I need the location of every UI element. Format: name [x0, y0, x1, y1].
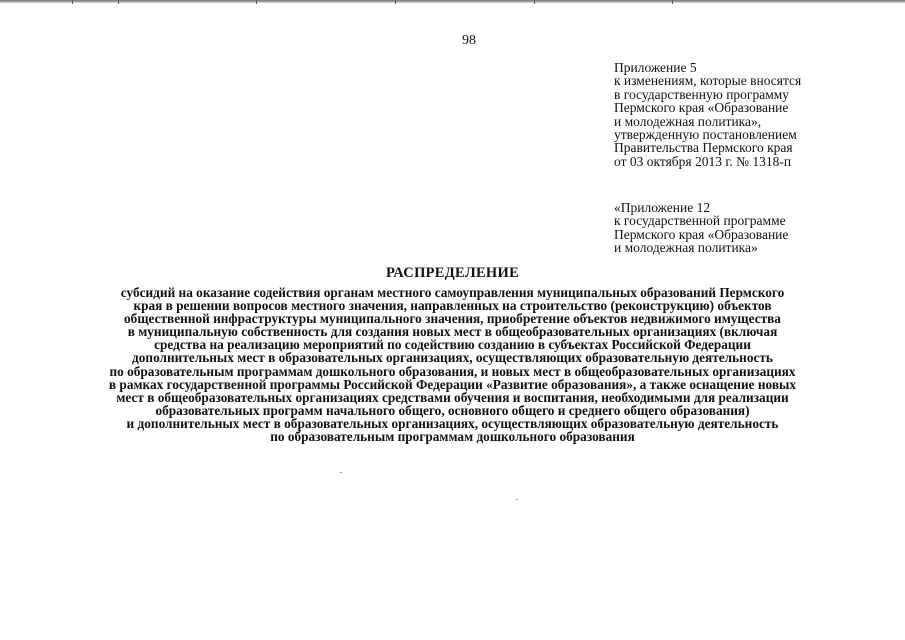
- subtitle-line: средства на реализацию мероприятий по содействию созданию в субъектах Российской Федерации: [154, 337, 751, 353]
- annex-line: «Приложение 12: [614, 200, 711, 215]
- annex-line: к изменениям, которые вносятся: [614, 73, 802, 89]
- annex-line: от 03 октября 2013 г. № 1318-п: [614, 153, 792, 169]
- annex-line: в государственную программу: [614, 86, 790, 102]
- subtitle-line: по образовательным программам дошкольного образования: [270, 429, 635, 445]
- document-title: РАСПРЕДЕЛЕНИЕ: [385, 265, 520, 281]
- annex-line: Пермского края «Образование: [614, 226, 789, 242]
- annex-line: Приложение 5: [614, 60, 697, 75]
- subtitle-line: дополнительных мест в образовательных организациях, осуществляющих образовательную деятельность: [132, 350, 773, 366]
- subtitle-line: по образовательным программам дошкольного образования, и новых мест в общеобразовательных организациях: [109, 363, 796, 379]
- annex-line: утвержденную постановлением: [614, 127, 797, 143]
- subtitle-line: в рамках государственной программы Российской Федерации «Развитие образования», а также оснащение новых: [108, 376, 797, 392]
- subtitle-line: субсидий на оказание содействия органам местного самоуправления муниципальных образований Пермского: [120, 285, 785, 300]
- document-subtitle: [0, 286, 905, 443]
- subtitle-line: образовательных программ начального общего, основного общего и среднего общего образования): [155, 402, 750, 418]
- scan-artifact: [534, 0, 535, 4]
- scan-artifact: [72, 0, 73, 4]
- scan-artifact: [672, 0, 673, 4]
- scan-artifact: [118, 0, 119, 4]
- subtitle-line: края в решении вопросов местного значения, направленных на строительство (реконструкцию) объектов: [133, 298, 772, 314]
- annex-line: к государственной программе: [614, 213, 786, 229]
- annex-block-program: [614, 201, 894, 255]
- scan-speck: [516, 499, 518, 500]
- scan-speck: [340, 472, 342, 473]
- subtitle-line: мест в общеобразовательных организациях средствами обучения и воспитания, необходимыми для реализации: [116, 389, 789, 405]
- annex-line: и молодежная политика»,: [614, 113, 762, 129]
- subtitle-line: в муниципальную собственность для создания новых мест в общеобразовательных организациях (включая: [127, 324, 778, 340]
- scan-top-edge: [0, 0, 905, 3]
- annex-line: и молодежная политика»: [614, 240, 758, 256]
- subtitle-line: и дополнительных мест в образовательных организациях, осуществляющих образовательную деятельность: [126, 415, 779, 431]
- scan-artifact: [395, 0, 396, 4]
- annex-line: Пермского края «Образование: [614, 100, 789, 116]
- page-number: 98: [462, 33, 476, 48]
- subtitle-line: общественной инфраструктуры муниципального значения, приобретение объектов недвижимого имущества: [124, 311, 781, 327]
- scan-artifact: [256, 0, 257, 4]
- annex-block-amendments: [614, 61, 894, 168]
- annex-line: Правительства Пермского края: [614, 140, 793, 156]
